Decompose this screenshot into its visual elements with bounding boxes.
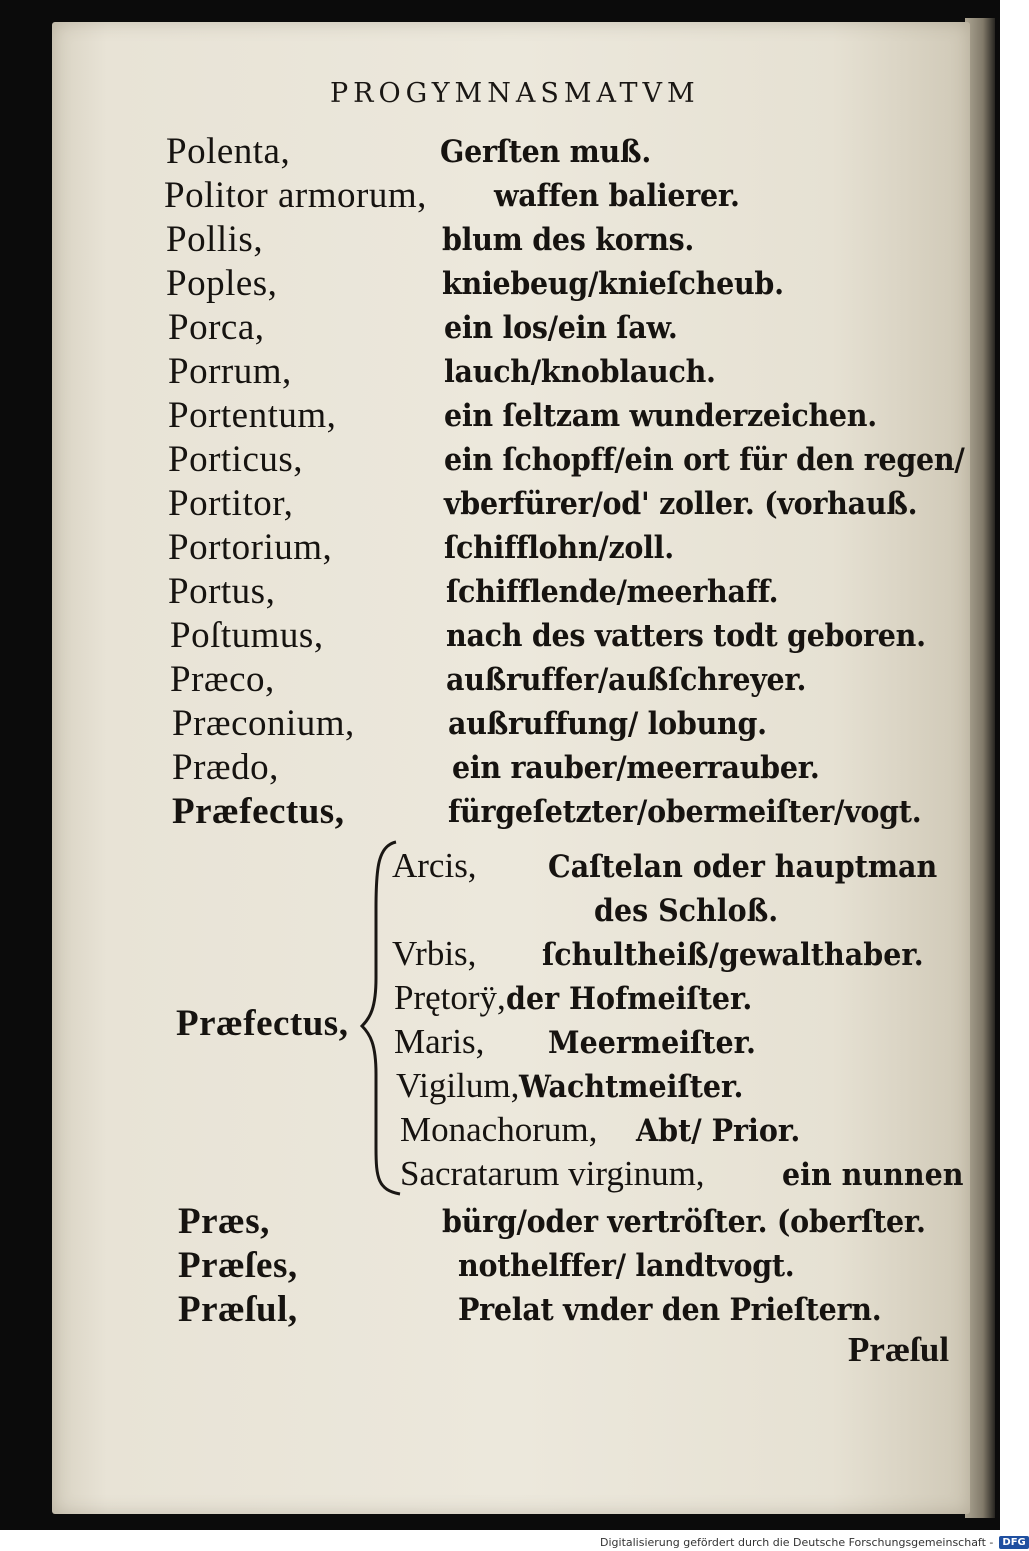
group-item-german-wrap [542,934,957,974]
catchword: Præſul [848,1330,950,1369]
group-item [394,1022,484,1062]
entry-latin: Porca, [168,307,265,348]
group-item-german-wrap [548,846,971,886]
entry-german: ein los/ein ſaw. [444,310,678,346]
entry-german: vberfürer/od' zoller. (vorhauß. [444,486,918,522]
group-item-german: ein nunnen [782,1157,964,1193]
group-item-german: Meermeiſter. [548,1025,756,1061]
entry-german: nach des vatters todt geboren. [446,618,926,654]
group-item-german: des Schloß. [594,893,779,929]
group-item-latin: Vigilum, [396,1066,520,1105]
group-item [400,1110,597,1150]
entry-german: bürg/oder vertröſter. (oberſter. [442,1204,926,1240]
entry-latin: Polenta, [166,131,291,172]
running-header: PROGYMNASMATVM [330,78,700,109]
digitization-footer [600,1534,1029,1551]
entry-german: blum des korns. [442,222,695,258]
entry-latin: Portus, [168,571,276,612]
footer-text: Digitalisierung gefördert durch die Deutsche Forschungsgemeinschaft - [600,1536,994,1549]
entry-latin: Porticus, [168,439,304,480]
entry-german: kniebeug/knieſcheub. [442,266,784,302]
group-item-latin: Prętorÿ, [394,978,506,1017]
entry-latin: Prædo, [172,747,279,788]
group-item-german: ſchultheiß/gewalthaber. [542,937,924,973]
entry-german: Gerſten muß. [440,134,651,170]
entry-german: ein rauber/meerrauber. [452,750,820,786]
entry-latin: Poples, [166,263,278,304]
entry-latin: Præconium, [172,703,355,744]
group-item [392,846,477,886]
group-head-latin: Præfectus, [176,1003,349,1044]
entry-german: außruffung/ lobung. [448,706,767,742]
entry-latin: Portorium, [168,527,333,568]
entry-german: lauch/knoblauch. [444,354,716,390]
entry-latin: Præco, [170,659,275,700]
group-item-german-wrap [548,1022,774,1062]
group-item-german-wrap [636,1110,815,1150]
group-item-german: der Hofmeiſter. [505,981,753,1017]
entry-german: außruffer/außſchreyer. [446,662,807,698]
entry-latin: Præfectus, [172,791,345,832]
entry-german: ſchifflohn/zoll. [444,530,674,566]
group-item-continuation [594,890,794,930]
entry-latin: Portentum, [168,395,337,436]
entry-german: ein ſeltzam wunderzeichen. [444,398,877,434]
group-item-german: Wachtmeiſter. [519,1069,744,1105]
dfg-logo-icon: DFG [999,1536,1028,1549]
entry-german: ein ſchopff/ein ort für den regen/ [444,442,965,478]
group-item-latin: Arcis, [392,846,477,885]
entry-latin: Præſes, [178,1245,298,1286]
entry-german: waffen balierer. [494,178,740,214]
entry-german: fürgeſetzter/obermeiſter/vogt. [448,794,922,830]
entry-latin: Poſtumus, [170,615,324,656]
group-item [392,934,476,974]
group-item-german: Abt/ Prior. [636,1113,801,1149]
group-item [394,978,774,1018]
group-item-german-wrap [782,1154,979,1194]
group-item [396,1066,763,1106]
group-item-latin: Sacratarum virginum, [400,1154,705,1193]
group-item-latin: Vrbis, [392,934,477,973]
group-item [400,1154,705,1194]
entry-german: Prelat vnder den Prieſtern. [458,1292,882,1328]
entry-latin: Politor armorum, [164,175,427,216]
entry-latin: Pollis, [166,219,264,260]
entry-latin: Præſul, [178,1289,298,1330]
entry-latin: Præs, [178,1201,270,1242]
entry-latin: Portitor, [168,483,294,524]
entry-german: nothelffer/ landtvogt. [458,1248,795,1284]
entry-latin: Porrum, [168,351,292,392]
group-item-latin: Maris, [394,1022,485,1061]
entry-german: ſchifflende/meerhaff. [446,574,779,610]
group-item-latin: Monachorum, [400,1110,598,1149]
group-item-german: Caſtelan oder hauptman [548,849,938,885]
